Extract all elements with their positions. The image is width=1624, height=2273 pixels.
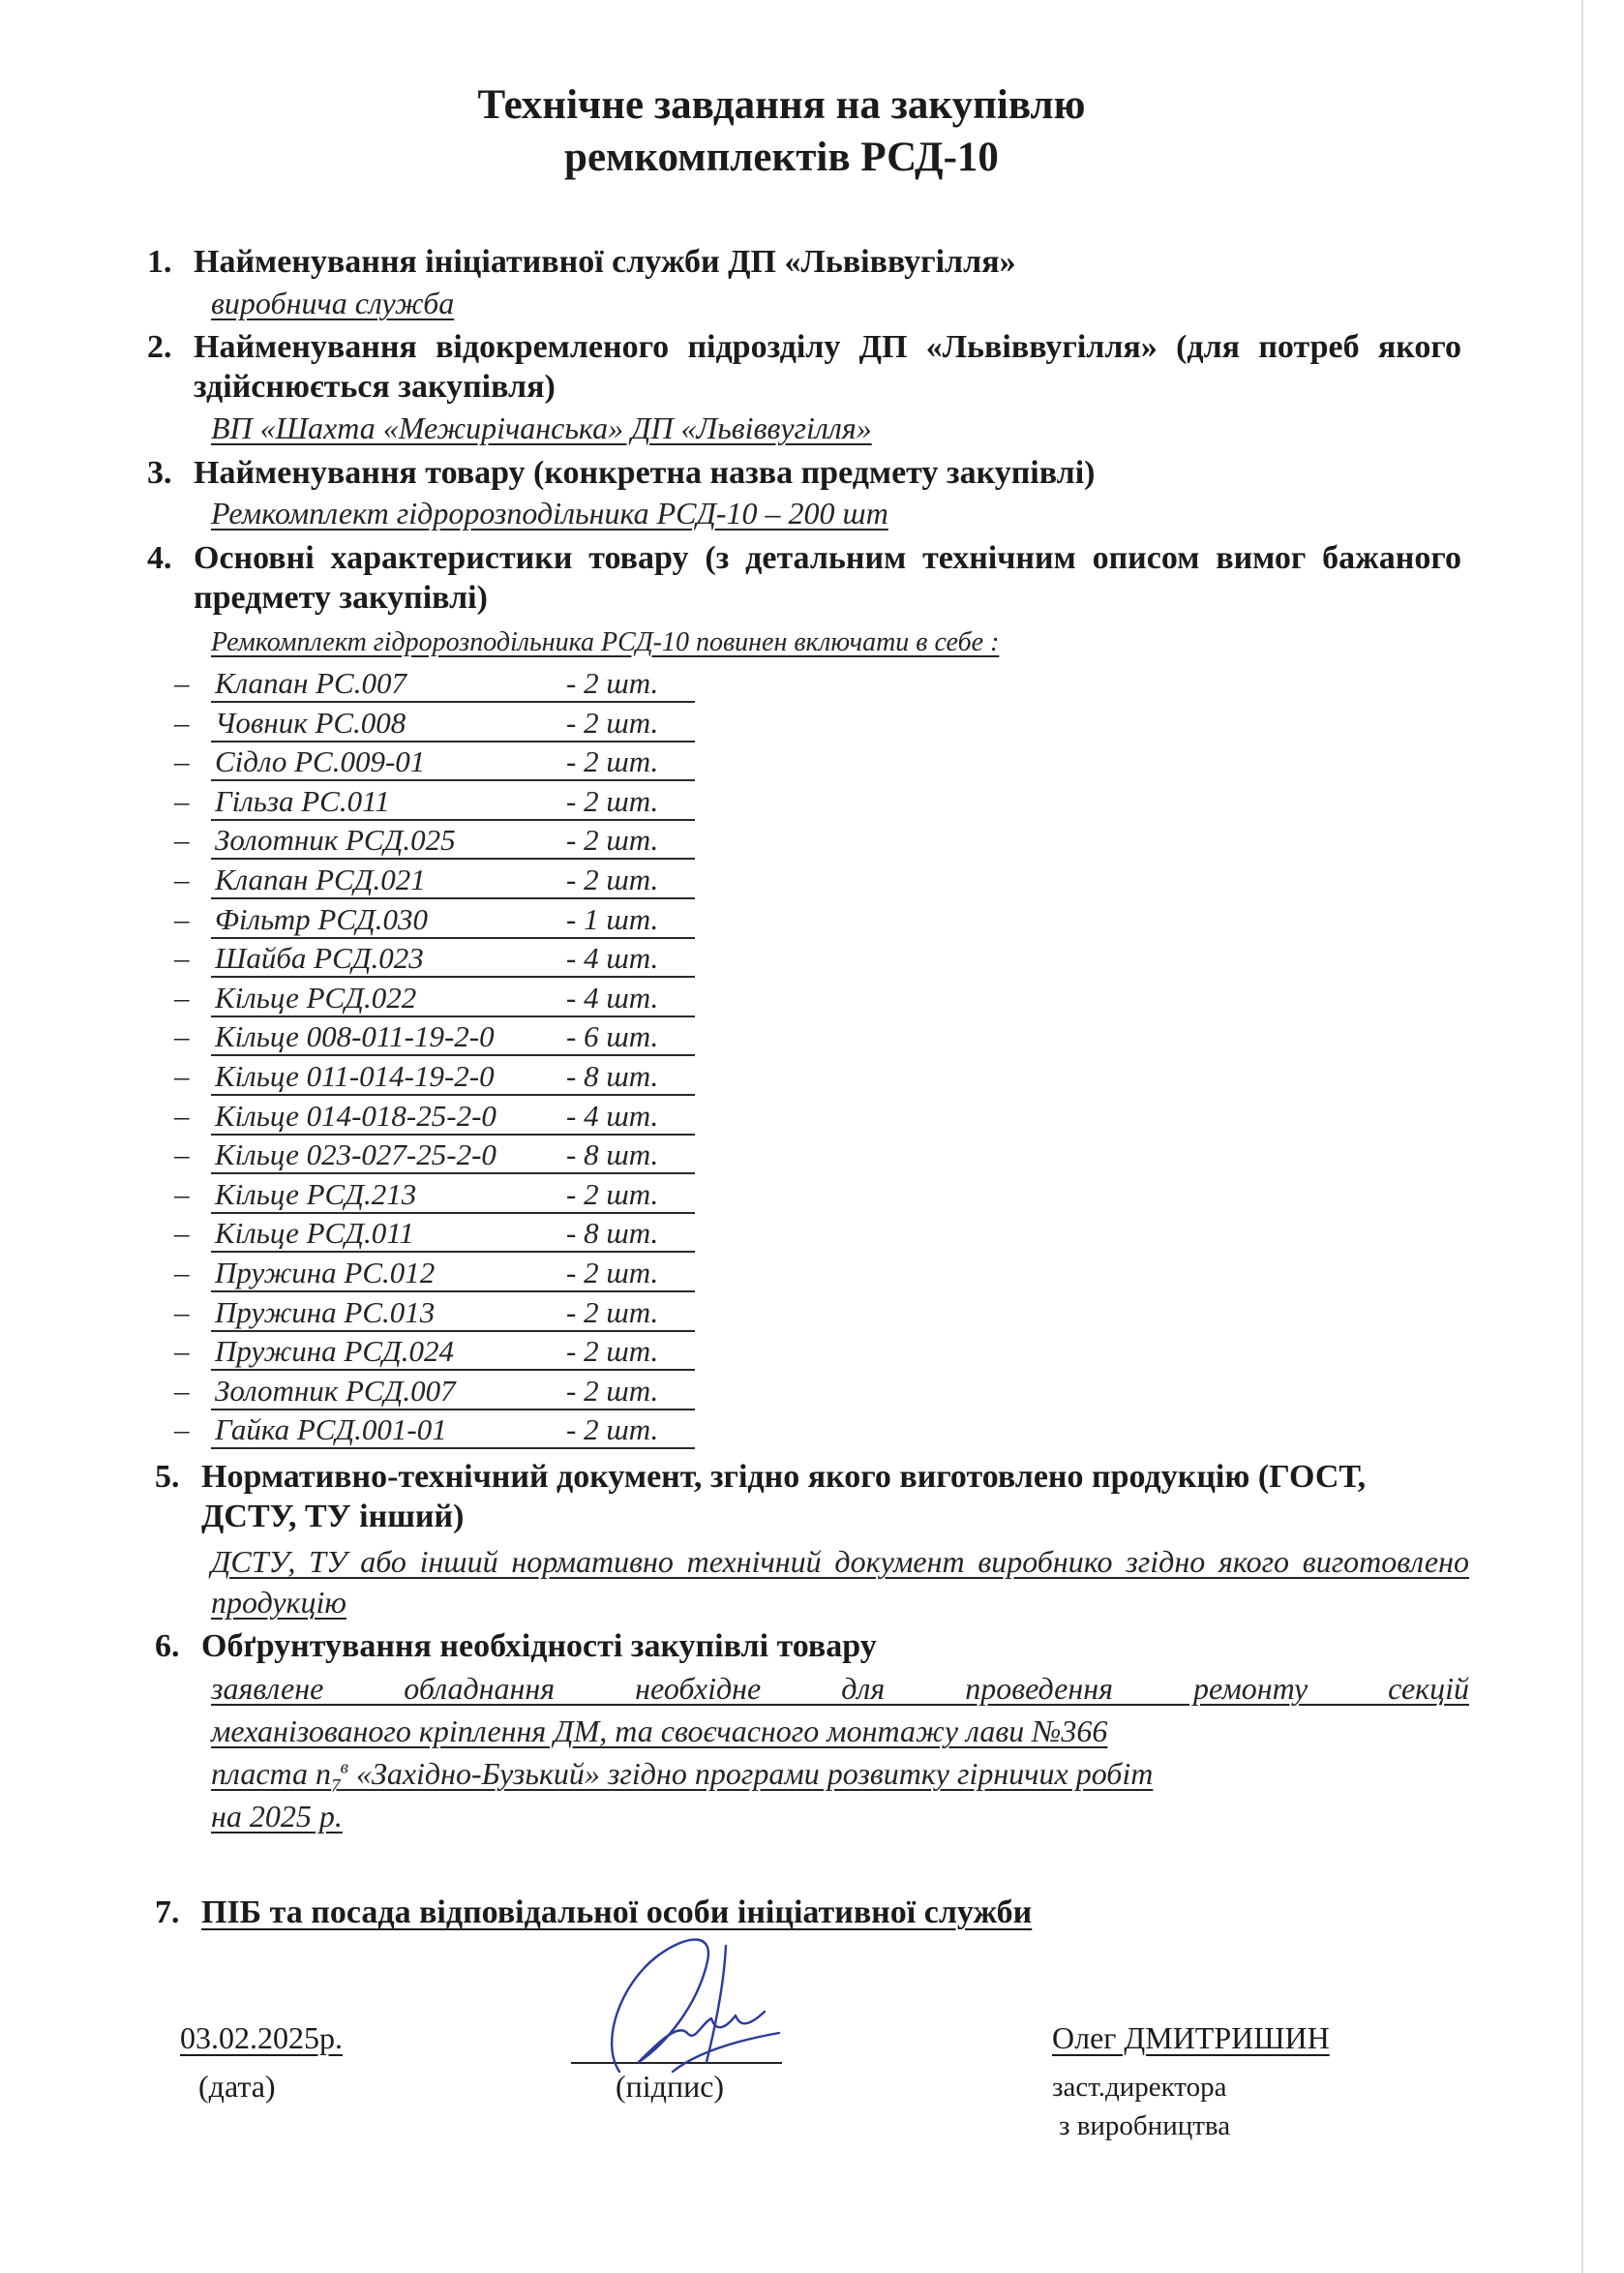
- list-dash: –: [174, 981, 190, 1015]
- section-6-number: 6.: [155, 1628, 180, 1664]
- component-underline: [211, 858, 695, 860]
- component-qty: - 2 шт.: [566, 1374, 659, 1408]
- section-3-heading: [147, 453, 1461, 493]
- signature-caption: (підпис): [616, 2069, 725, 2104]
- component-underline: [211, 741, 695, 743]
- section-6-line-4: на 2025 р.: [211, 1799, 343, 1834]
- list-dash: –: [174, 744, 190, 778]
- component-name: Гайка РСД.001-01: [215, 1412, 447, 1446]
- component-name: Клапан РСД.021: [215, 863, 426, 896]
- section-7-number: 7.: [155, 1894, 180, 1930]
- section-2-heading-text: Найменування відокремленого підрозділу ДП «Львіввугілля» (для потреб якого здійснюється закупівля): [194, 329, 1461, 405]
- component-name: Пружина РС.013: [215, 1295, 436, 1329]
- component-underline: [211, 976, 695, 978]
- list-dash: –: [174, 1334, 190, 1368]
- section-4-heading: [147, 538, 1461, 618]
- position-line-1: заст.директора: [1052, 2072, 1227, 2103]
- component-name: Кільце 011-014-19-2-0: [215, 1059, 495, 1093]
- component-underline: [211, 897, 695, 899]
- document-title: [0, 79, 1563, 184]
- component-qty: - 2 шт.: [566, 1256, 659, 1289]
- list-dash: –: [174, 1295, 190, 1329]
- component-qty: - 4 шт.: [566, 1099, 659, 1133]
- component-qty: - 2 шт.: [566, 784, 659, 818]
- section-6-heading: [155, 1626, 1469, 1666]
- component-underline: [211, 1251, 695, 1253]
- title-line-1: Технічне завдання на закупівлю: [477, 82, 1086, 128]
- section-6-line-3-pre: пласта n: [211, 1756, 332, 1791]
- component-underline: [211, 1447, 695, 1449]
- section-2-answer: ВП «Шахта «Межирічанська» ДП «Львіввугілля»: [211, 410, 872, 445]
- list-dash: –: [174, 823, 190, 857]
- seam-index-sup: в: [340, 1757, 348, 1778]
- section-3-answer: Ремкомплект гідророзподільника РСД-10 – 200 шт: [211, 496, 888, 530]
- section-7-heading: [155, 1893, 1469, 1932]
- list-dash: –: [174, 666, 190, 700]
- component-underline: [211, 1290, 695, 1292]
- signature-mark: [581, 1926, 803, 2081]
- component-name: Човник РС.008: [215, 706, 406, 740]
- component-underline: [211, 779, 695, 781]
- component-qty: - 2 шт.: [566, 1412, 659, 1446]
- component-qty: - 1 шт.: [566, 902, 659, 936]
- component-name: Золотник РСД.025: [215, 823, 456, 857]
- section-3-number: 3.: [147, 455, 172, 491]
- list-dash: –: [174, 1137, 190, 1171]
- component-qty: - 8 шт.: [566, 1216, 659, 1250]
- section-3-heading-text: Найменування товару (конкретна назва предмету закупівлі): [194, 455, 1096, 491]
- component-underline: [211, 701, 695, 703]
- component-qty: - 8 шт.: [566, 1137, 659, 1171]
- component-qty: - 2 шт.: [566, 1177, 659, 1211]
- list-dash: –: [174, 784, 190, 818]
- component-qty: - 4 шт.: [566, 981, 659, 1015]
- component-underline: [211, 1172, 695, 1174]
- component-name: Пружина РС.012: [215, 1256, 436, 1289]
- section-1-answer: виробнича служба: [211, 286, 455, 320]
- section-5-number: 5.: [155, 1459, 180, 1495]
- component-qty: - 6 шт.: [566, 1019, 659, 1053]
- list-dash: –: [174, 1412, 190, 1446]
- list-dash: –: [174, 1374, 190, 1408]
- section-2-number: 2.: [147, 329, 172, 365]
- component-underline: [211, 1409, 695, 1410]
- component-qty: - 4 шт.: [566, 941, 659, 975]
- section-1-heading: [147, 242, 1461, 282]
- component-qty: - 2 шт.: [566, 823, 659, 857]
- section-5-heading-text: Нормативно-технічний документ, згідно якого виготовлено продукцію (ГОСТ, ДСТУ, ТУ інший): [201, 1459, 1367, 1534]
- component-underline: [211, 1134, 695, 1136]
- component-underline: [211, 1369, 695, 1371]
- component-name: Кільце РСД.011: [215, 1216, 414, 1250]
- list-dash: –: [174, 1099, 190, 1133]
- component-qty: - 2 шт.: [566, 706, 659, 740]
- list-dash: –: [174, 1256, 190, 1289]
- list-dash: –: [174, 1216, 190, 1250]
- section-4-heading-text: Основні характеристики товару (з детальним технічним описом вимог бажаного предмету закупівлі): [194, 540, 1461, 616]
- position-line-2: з виробництва: [1059, 2110, 1231, 2141]
- section-5-answer: ДСТУ, ТУ або інший нормативно технічний документ виробнико згідно якого виготовлено продукцію: [211, 1544, 1469, 1620]
- list-dash: –: [174, 863, 190, 896]
- component-name: Кільце 008-011-19-2-0: [215, 1019, 495, 1053]
- seam-index-sub: 7: [331, 1775, 341, 1797]
- date-value: 03.02.2025р.: [180, 2020, 343, 2055]
- section-1-heading-text: Найменування ініціативної служби ДП «Львіввугілля»: [194, 244, 1016, 280]
- list-dash: –: [174, 941, 190, 975]
- date-caption: (дата): [198, 2069, 276, 2104]
- component-underline: [211, 1054, 695, 1056]
- section-1-number: 1.: [147, 244, 172, 280]
- section-6-line-2: механізованого кріплення ДМ, та своєчасного монтажу лави №366: [211, 1713, 1108, 1748]
- component-name: Кільце 014-018-25-2-0: [215, 1099, 496, 1133]
- component-qty: - 2 шт.: [566, 744, 659, 778]
- section-6-line-1: заявлене обладнання необхідне для проведення ремонту секцій: [211, 1671, 1469, 1706]
- component-underline: [211, 1212, 695, 1214]
- component-name: Пружина РСД.024: [215, 1334, 455, 1368]
- component-name: Кільце РСД.213: [215, 1177, 417, 1211]
- component-qty: - 8 шт.: [566, 1059, 659, 1093]
- component-name: Гільза РС.011: [215, 784, 390, 818]
- component-qty: - 2 шт.: [566, 863, 659, 896]
- component-underline: [211, 819, 695, 821]
- component-underline: [211, 1015, 695, 1017]
- component-qty: - 2 шт.: [566, 1295, 659, 1329]
- list-dash: –: [174, 1177, 190, 1211]
- component-qty: - 2 шт.: [566, 1334, 659, 1368]
- component-name: Шайба РСД.023: [215, 941, 424, 975]
- section-4-number: 4.: [147, 540, 172, 576]
- section-6-line-3-post: «Західно-Бузький» згідно програми розвитку гірничих робіт: [347, 1756, 1154, 1791]
- component-name: Сідло РС.009-01: [215, 744, 426, 778]
- section-2-heading: [147, 327, 1461, 407]
- component-name: Фільтр РСД.030: [215, 902, 428, 936]
- section-6-line-3: [211, 1756, 1153, 1797]
- person-name: Олег ДМИТРИШИН: [1052, 2020, 1330, 2055]
- component-qty: - 2 шт.: [566, 666, 659, 700]
- component-underline: [211, 1094, 695, 1096]
- section-6-heading-text: Обґрунтування необхідності закупівлі товару: [201, 1628, 877, 1664]
- component-underline: [211, 937, 695, 939]
- list-dash: –: [174, 1059, 190, 1093]
- component-name: Кільце 023-027-25-2-0: [215, 1137, 496, 1171]
- section-5-heading: [155, 1457, 1469, 1536]
- list-dash: –: [174, 1019, 190, 1053]
- section-7-heading-text: ПІБ та посада відповідальної особи ініціативної служби: [201, 1894, 1033, 1930]
- component-name: Кільце РСД.022: [215, 981, 417, 1015]
- component-underline: [211, 1330, 695, 1332]
- title-line-2: ремкомплектів РСД-10: [564, 135, 999, 180]
- scan-edge-line: [1581, 0, 1583, 2273]
- section-4-intro: Ремкомплект гідророзподільника РСД-10 повинен включати в себе :: [211, 627, 1000, 657]
- component-name: Клапан РС.007: [215, 666, 406, 700]
- list-dash: –: [174, 902, 190, 936]
- list-dash: –: [174, 706, 190, 740]
- component-name: Золотник РСД.007: [215, 1374, 456, 1408]
